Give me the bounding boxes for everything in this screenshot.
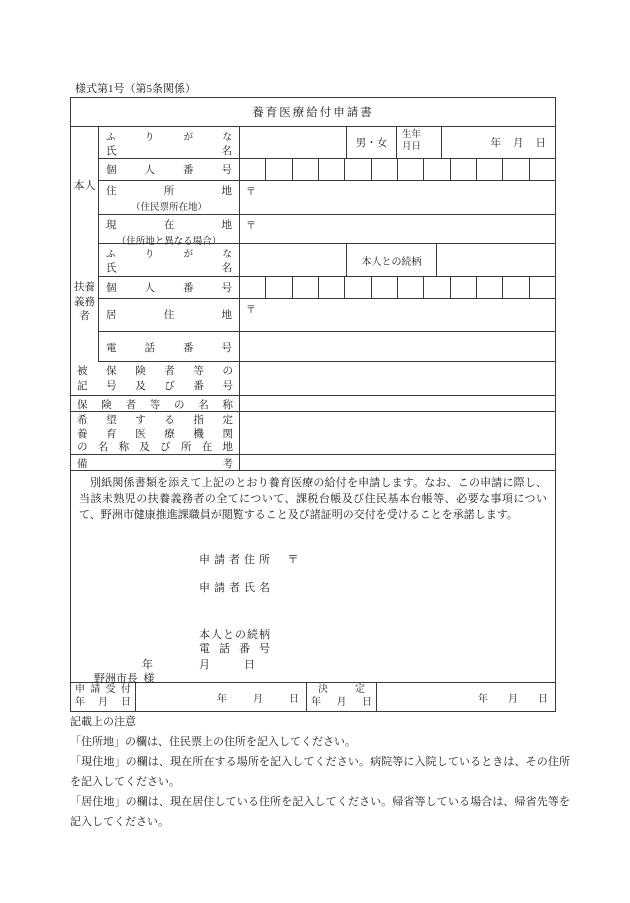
personal-number-boxes — [240, 159, 555, 180]
month-label: 月 — [508, 693, 518, 705]
digit-box — [240, 277, 266, 298]
section-label-honnin: 本人 — [71, 127, 99, 244]
day-label: 日 — [289, 693, 299, 705]
honnin-birthdate-field — [442, 127, 555, 158]
digit-box — [477, 277, 503, 298]
addressee-line: 野洲市長 様 — [94, 673, 155, 685]
year-label: 年 — [142, 659, 153, 671]
digit-box — [240, 159, 266, 180]
personal-number-label: 個人番号 — [99, 277, 240, 298]
honnin-name-label — [99, 127, 240, 158]
fuyo-name-label — [99, 244, 240, 276]
sex-options: 男・女 — [347, 127, 397, 158]
postal-mark: 〒 — [246, 305, 256, 316]
insured-number-field-blank — [240, 362, 555, 395]
day-label: 日 — [538, 693, 548, 705]
row-insurer-name — [71, 396, 555, 412]
relation-field-blank — [437, 244, 555, 276]
row-fuyo-residence — [99, 299, 555, 332]
digit-box — [319, 159, 345, 180]
row-desired-facility — [71, 412, 555, 455]
address-label-cell — [99, 181, 240, 214]
digit-box — [345, 277, 371, 298]
birthdate-label: 生年 月日 — [397, 127, 442, 158]
statement-phone-line: 電話番号 — [199, 643, 279, 655]
statement-paragraph: 別紙関係書類を添えて上記のとおり養育医療の給付を申請します。なお、この申請に際し、当該未熟児の扶養義務者の全てについて、課税台帳及び住民基本台帳等、必要な事項について、野洲市健康推進課職員が閲覧すること及び諸証明の交付を受けることを承諾します。 — [79, 477, 547, 521]
name-label: 氏名 — [106, 146, 232, 157]
notes-heading: 記載上の注意 — [70, 716, 136, 728]
year-label: 年 — [490, 138, 501, 149]
digit-box — [503, 277, 529, 298]
application-form-table — [70, 97, 556, 712]
name-label: 氏名 — [106, 263, 232, 274]
digit-box — [372, 159, 398, 180]
digit-box — [503, 159, 529, 180]
insured-number-label: 被保険者等の 記号及び番号 — [71, 362, 240, 395]
digit-box — [398, 159, 424, 180]
relation-label: 本人との続柄 — [347, 244, 437, 276]
honnin-address-field — [240, 181, 555, 214]
digit-box — [530, 277, 555, 298]
month-label: 月 — [513, 138, 524, 149]
residence-label: 居住地 — [99, 299, 240, 331]
year-label: 年 — [478, 693, 488, 705]
honnin-name-field-blank — [240, 127, 347, 158]
row-honnin-personal-number — [99, 159, 555, 181]
row-remarks — [71, 455, 555, 471]
digit-box — [345, 159, 371, 180]
phone-label: 電話番号 — [99, 332, 240, 361]
receipt-date-label: 申請受付 年月日 — [71, 683, 136, 711]
month-label: 月 — [199, 659, 210, 671]
fuyo-name-field-blank — [240, 244, 347, 276]
applicant-address-line: 申請者住所 〒 — [199, 554, 303, 566]
style-number: 様式第1号（第5条関係） — [75, 83, 196, 95]
note-item: 「現住地」の欄は、現在所在する場所を記入してください。病院等に入院しているときは、その住所を記入してください。 — [70, 756, 570, 788]
desired-facility-label: 希望する指定 養育医療機関 の名称及び所在地 — [71, 412, 240, 454]
day-label: 日 — [244, 659, 255, 671]
honnin-current-address-field — [240, 215, 555, 243]
row-honnin-name — [99, 127, 555, 159]
insurer-name-field-blank — [240, 396, 555, 411]
day-label: 日 — [535, 138, 546, 149]
current-address-label: 現在地 — [106, 220, 232, 231]
desired-facility-field-blank — [240, 412, 555, 454]
receipt-date-field — [136, 683, 307, 711]
digit-box — [293, 159, 319, 180]
current-address-note: （住所地と異なる場合） — [116, 237, 222, 247]
note-item: 「住所地」の欄は、住民票上の住所を記入してください。 — [70, 736, 356, 748]
insurer-name-label: 保険者等の名称 — [71, 396, 240, 411]
postal-mark: 〒 — [246, 221, 256, 232]
digit-box — [530, 159, 555, 180]
section-honnin — [71, 127, 555, 247]
section-fuyogimusha — [71, 244, 555, 362]
honorific: 様 — [143, 673, 155, 685]
postal-mark: 〒 — [287, 554, 303, 566]
digit-box — [266, 159, 292, 180]
section-label-fuyogimusha: 扶養義務者 — [71, 244, 99, 362]
furigana-label: ふりがな — [106, 133, 232, 143]
remarks-field-blank — [240, 455, 555, 470]
digit-box — [266, 277, 292, 298]
row-fuyo-phone — [99, 332, 555, 362]
digit-box — [424, 159, 450, 180]
notes-section — [70, 712, 570, 832]
digit-box — [398, 277, 424, 298]
remarks-label: 備考 — [71, 455, 240, 470]
statement-cell — [71, 471, 555, 683]
office-use-row — [71, 683, 555, 711]
digit-box — [477, 159, 503, 180]
decision-date-field — [377, 683, 555, 711]
row-fuyo-personal-number — [99, 277, 555, 299]
address-label: 住所地 — [106, 186, 232, 197]
form-title: 養育医療給付申請書 — [71, 98, 555, 127]
note-item: 「居住地」の欄は、現在居住している住所を記入してください。帰省等している場合は、帰省先等を記入してください。 — [70, 796, 570, 828]
digit-box — [451, 159, 477, 180]
digit-box — [424, 277, 450, 298]
current-address-label-cell — [99, 215, 240, 247]
row-honnin-address — [99, 181, 555, 215]
fuyo-residence-field — [240, 299, 555, 331]
row-honnin-current-address — [99, 215, 555, 247]
year-label: 年 — [217, 693, 227, 705]
statement-relation-line: 本人との続柄 — [199, 629, 271, 641]
digit-box — [451, 277, 477, 298]
furigana-label: ふりがな — [106, 250, 232, 260]
postal-mark: 〒 — [246, 187, 256, 198]
decision-date-label: 決定 年月日 — [307, 683, 377, 711]
month-label: 月 — [253, 693, 263, 705]
address-note: （住民票所在地） — [130, 203, 207, 213]
phone-field-blank — [240, 332, 555, 361]
row-fuyo-name — [99, 244, 555, 277]
digit-box — [293, 277, 319, 298]
personal-number-boxes — [240, 277, 555, 298]
row-insured-number — [71, 362, 555, 396]
personal-number-label: 個人番号 — [99, 159, 240, 180]
digit-box — [372, 277, 398, 298]
applicant-name-line: 申請者氏名 — [199, 582, 274, 594]
digit-box — [319, 277, 345, 298]
